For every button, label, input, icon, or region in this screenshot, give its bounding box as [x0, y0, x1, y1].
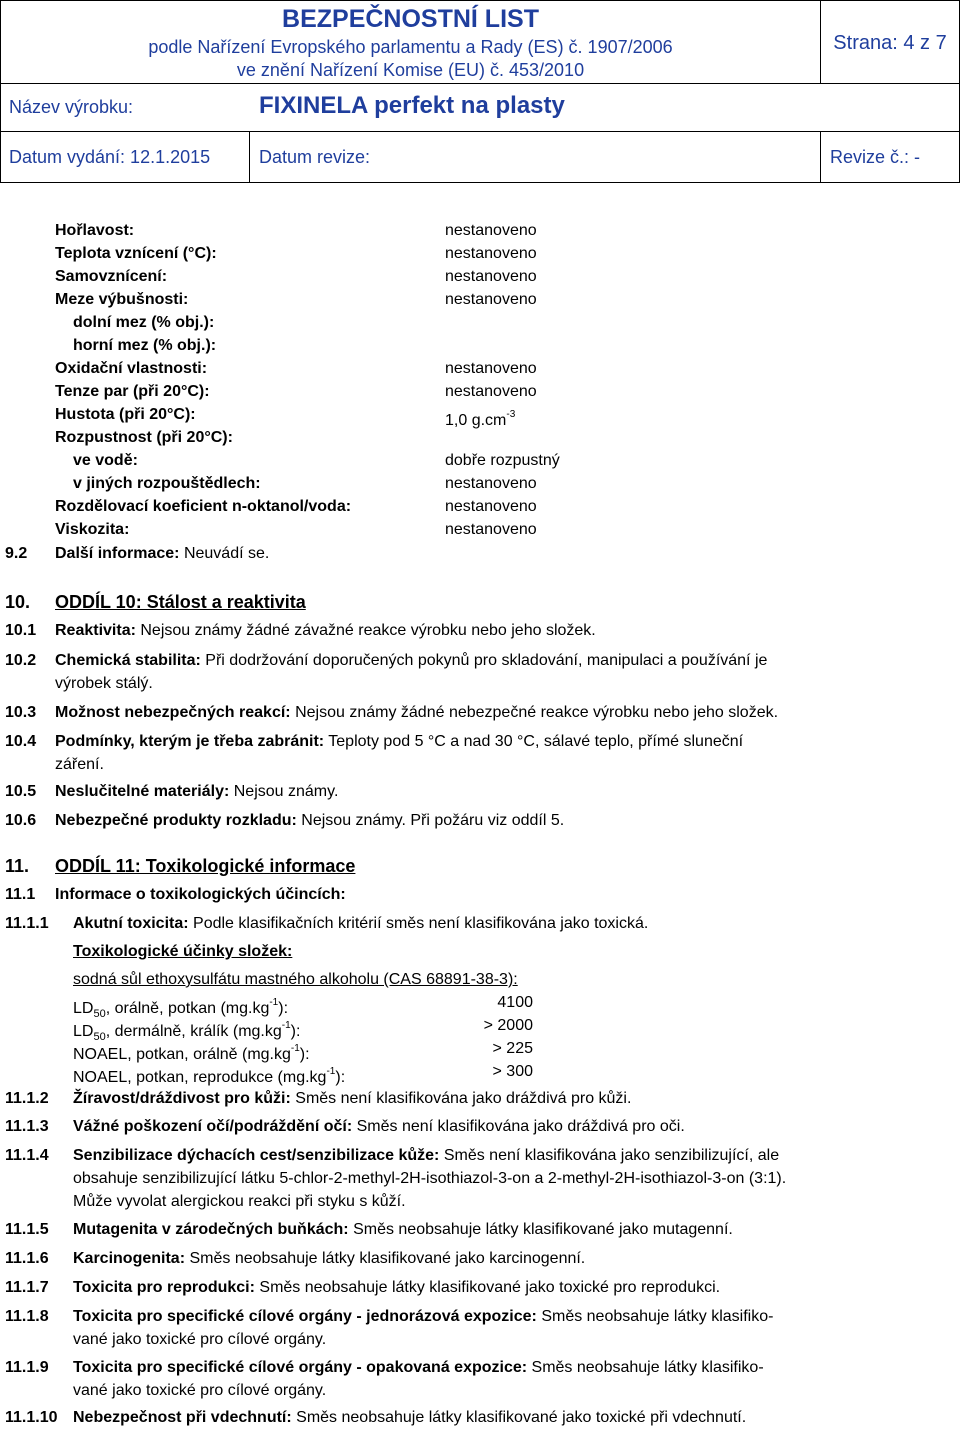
regulation-line-2: ve znění Nařízení Komise (EU) č. 453/2010: [236, 60, 585, 80]
subsection-body: Směs neobsahuje látky klasifikované jako toxické při vdechnutí.: [296, 1409, 747, 1426]
subsection-body: Při dodržování doporučených pokynů pro skladování, manipulaci a používání je: [205, 652, 768, 669]
subsection-body-cont: obsahuje senzibilizující látku 5-chlor-2-methyl-2H-isothiazol-3-on a 2-methyl-2H-isothiazol-3-on (3:1).: [73, 1170, 787, 1187]
subsection-body: Teploty pod 5 °C a nad 30 °C, sálavé teplo, přímé sluneční: [328, 733, 744, 750]
revision-date: Datum revize:: [259, 147, 371, 167]
product-label: Název výrobku:: [9, 97, 134, 117]
subsection-body: Směs neobsahuje látky klasifikované jako toxické pro reprodukci.: [259, 1279, 721, 1296]
subsection-number: 11.1.8: [5, 1308, 49, 1325]
page-number: Strana: 4 z 7: [833, 32, 947, 54]
subsection-number: 11.1.9: [5, 1359, 49, 1376]
prop-value: nestanoveno: [445, 498, 537, 515]
prop-label: Viskozita:: [55, 521, 130, 538]
tox-param: LD: [73, 1000, 94, 1017]
header-divider: [1, 131, 959, 132]
subsection-number: 11.1: [5, 886, 36, 903]
subsection-number: 10.5: [5, 783, 37, 800]
subsection-text: [73, 1306, 773, 1328]
prop-value: nestanoveno: [445, 521, 537, 538]
section-title: ODDÍL 11: Toxikologické informace: [55, 856, 356, 876]
prop-label: Rozpustnost (při 20°C):: [55, 429, 233, 446]
subsection-number: 11.1.5: [5, 1221, 49, 1238]
prop-value: nestanoveno: [445, 245, 537, 262]
prop-label: Hořlavost:: [55, 222, 135, 239]
prop-label: Tenze par (při 20°C):: [55, 383, 210, 400]
subsection-number: 11.1.2: [5, 1090, 49, 1107]
subsection-label: Nebezpečnost při vdechnutí:: [73, 1409, 292, 1426]
subsection-label: Toxicita pro specifické cílové orgány - jednorázová expozice:: [73, 1308, 537, 1325]
subsection-label: Informace o toxikologických účincích:: [55, 886, 346, 903]
subsection-label: Neslučitelné materiály:: [55, 783, 230, 800]
issue-date: Datum vydání: 12.1.2015: [9, 147, 211, 167]
tox-param: LD: [73, 1023, 94, 1040]
subsection-number: 10.2: [5, 652, 37, 669]
tox-suffix: ):: [299, 1046, 310, 1063]
subsection-body: Směs neobsahuje látky klasifiko-: [531, 1359, 764, 1376]
subsection-label: Karcinogenita:: [73, 1250, 186, 1267]
subsection-body-cont: záření.: [55, 756, 104, 773]
subsection-body: Směs neobsahuje látky klasifikované jako karcinogenní.: [189, 1250, 586, 1267]
subsection-label: Žíravost/dráždivost pro kůži:: [73, 1090, 291, 1107]
subsection-number: 10.1: [5, 622, 37, 639]
subsection-label: Nebezpečné produkty rozkladu:: [55, 812, 297, 829]
prop-label: horní mez (% obj.):: [73, 337, 217, 354]
other-info: [55, 543, 269, 565]
subsection-body-cont: výrobek stálý.: [55, 675, 153, 692]
tox-param: NOAEL, potkan, reprodukce (mg.kg: [73, 1069, 327, 1086]
subsection-label: Akutní toxicita:: [73, 915, 189, 932]
revision-number: Revize č.: -: [830, 147, 921, 167]
prop-label: v jiných rozpouštědlech:: [73, 475, 261, 492]
tox-suffix: ):: [278, 1000, 289, 1017]
subsection-number: 11.1.4: [5, 1147, 49, 1164]
prop-label: ve vodě:: [73, 452, 138, 469]
prop-label: Hustota (při 20°C):: [55, 406, 196, 423]
tox-row: [73, 1061, 345, 1089]
header-divider: [820, 131, 821, 182]
subsection-body: Nejsou známy žádné závažné reakce výrobku nebo jeho složek.: [140, 622, 596, 639]
subsection-body: Směs neobsahuje látky klasifiko-: [541, 1308, 774, 1325]
subsection-text: [55, 810, 564, 832]
subsection-text: [73, 1116, 685, 1138]
prop-label: Rozdělovací koeficient n-oktanol/voda:: [55, 498, 352, 515]
subsection-body: Nejsou známy. Při požáru viz oddíl 5.: [301, 812, 565, 829]
tox-suffix: ):: [335, 1069, 346, 1086]
prop-value: nestanoveno: [445, 291, 537, 308]
other-info-text: Neuvádí se.: [183, 545, 270, 562]
subsection-label: Toxicita pro specifické cílové orgány - opakovaná expozice:: [73, 1359, 528, 1376]
prop-label: Samovznícení:: [55, 268, 168, 285]
subsection-body: Směs není klasifikována jako senzibilizující, ale: [443, 1147, 780, 1164]
subsection-text: [73, 1357, 764, 1379]
prop-label: Teplota vznícení (°C):: [55, 245, 217, 262]
subsection-number: 11.1.6: [5, 1250, 49, 1267]
prop-label: Meze výbušnosti:: [55, 291, 189, 308]
subsection-body: Směs není klasifikována jako dráždivá pro kůži.: [295, 1090, 632, 1107]
regulation-line-1: podle Nařízení Evropského parlamentu a Rady (ES) č. 1907/2006: [148, 37, 673, 57]
subsection-body-cont: Může vyvolat alergickou reakci při styku s kůží.: [73, 1193, 406, 1210]
subsection-text: [73, 1407, 746, 1429]
subsection-text: [55, 731, 743, 753]
subsection-text: [55, 620, 596, 642]
section-title: ODDÍL 10: Stálost a reaktivita: [55, 592, 306, 612]
tox-desc: , dermálně, králík (mg.kg: [105, 1023, 282, 1040]
subsection-text: [73, 1219, 733, 1241]
prop-label: Oxidační vlastnosti:: [55, 360, 208, 377]
tox-suffix: ):: [290, 1023, 301, 1040]
prop-value: nestanoveno: [445, 360, 537, 377]
document-header: [0, 0, 960, 183]
substance-name: sodná sůl ethoxysulfátu mastného alkoholu (CAS 68891-38-3):: [73, 971, 518, 988]
subsection-text: [55, 781, 338, 803]
subsection-label: Podmínky, kterým je třeba zabránit:: [55, 733, 325, 750]
subsection-text: [55, 650, 767, 672]
subsection-text: [55, 702, 778, 724]
subsection-number: 11.1.10: [5, 1409, 58, 1426]
other-info-label: Další informace:: [55, 545, 180, 562]
subsection-text: [73, 1088, 631, 1110]
header-divider: [249, 131, 250, 182]
tox-subscript: 50: [93, 1031, 106, 1043]
prop-value: [445, 404, 515, 432]
prop-value: nestanoveno: [445, 268, 537, 285]
tox-superscript: -1: [269, 997, 279, 1008]
subsection-body-cont: vané jako toxické pro cílové orgány.: [73, 1382, 327, 1399]
section-number: 9.2: [5, 545, 28, 562]
tox-value: > 225: [492, 1040, 533, 1057]
subsection-number: 11.1.7: [5, 1279, 49, 1296]
subsection-text: [73, 1248, 585, 1270]
subsection-number: 11.1.3: [5, 1118, 49, 1135]
subsection-number: 11.1.1: [5, 915, 49, 932]
product-name: FIXINELA perfekt na plasty: [259, 92, 565, 119]
prop-value: nestanoveno: [445, 475, 537, 492]
tox-subscript: 50: [93, 1008, 106, 1020]
subsection-label: Chemická stabilita:: [55, 652, 201, 669]
header-divider: [1, 83, 959, 84]
tox-value: > 300: [492, 1063, 533, 1080]
subsection-text: [73, 913, 648, 935]
subsection-body: Směs neobsahuje látky klasifikované jako mutagenní.: [353, 1221, 733, 1238]
tox-heading: Toxikologické účinky složek:: [73, 943, 293, 960]
subsection-body: Nejsou známy žádné nebezpečné reakce výrobku nebo jeho složek.: [295, 704, 779, 721]
density-exponent: -3: [506, 409, 516, 420]
section-number: 11.: [5, 856, 30, 876]
tox-superscript: -1: [290, 1043, 300, 1054]
subsection-text: [73, 1145, 779, 1167]
subsection-number: 10.4: [5, 733, 37, 750]
tox-value: > 2000: [483, 1017, 533, 1034]
tox-superscript: -1: [326, 1066, 336, 1077]
tox-param: NOAEL, potkan, orálně (mg.kg: [73, 1046, 291, 1063]
subsection-label: Možnost nebezpečných reakcí:: [55, 704, 291, 721]
subsection-label: Senzibilizace dýchacích cest/senzibilizace kůže:: [73, 1147, 440, 1164]
subsection-number: 10.6: [5, 812, 37, 829]
prop-value: nestanoveno: [445, 222, 537, 239]
prop-value: nestanoveno: [445, 383, 537, 400]
subsection-body: Podle klasifikačních kritérií směs není klasifikována jako toxická.: [193, 915, 649, 932]
subsection-label: Toxicita pro reprodukci:: [73, 1279, 255, 1296]
prop-label: dolní mez (% obj.):: [73, 314, 215, 331]
tox-value: 4100: [497, 994, 533, 1011]
subsection-number: 10.3: [5, 704, 37, 721]
subsection-text: [73, 1277, 720, 1299]
section-number: 10.: [5, 592, 31, 612]
subsection-label: Reaktivita:: [55, 622, 136, 639]
subsection-label: Vážné poškození očí/podráždění očí:: [73, 1118, 353, 1135]
density-value: 1,0 g.cm: [445, 412, 507, 429]
subsection-body: Směs není klasifikována jako dráždivá pro oči.: [356, 1118, 685, 1135]
subsection-body-cont: vané jako toxické pro cílové orgány.: [73, 1331, 327, 1348]
prop-value: dobře rozpustný: [445, 452, 560, 469]
tox-superscript: -1: [281, 1020, 291, 1031]
subsection-body: Nejsou známy.: [233, 783, 339, 800]
tox-desc: , orálně, potkan (mg.kg: [105, 1000, 270, 1017]
subsection-label: Mutagenita v zárodečných buňkách:: [73, 1221, 349, 1238]
document-title: BEZPEČNOSTNÍ LIST: [282, 5, 539, 33]
